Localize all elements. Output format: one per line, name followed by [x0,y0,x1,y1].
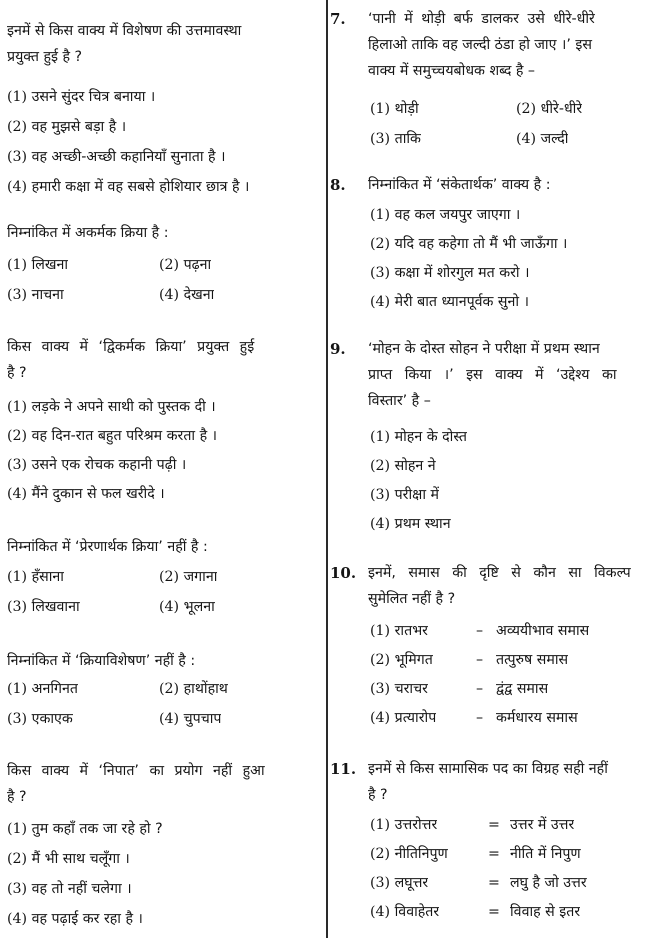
option: (2) जगाना [159,569,218,585]
option-dash: – [476,710,484,726]
question-stem-line: हिलाओ ताकि वह जल्दी ठंडा हो जाए ।’ इस [368,37,592,53]
option-answer: लघु है जो उत्तर [510,875,587,891]
option: (4) देखना [159,287,215,303]
option: (3) कक्षा में शोरगुल मत करो । [370,265,530,281]
question-stem-line: किस वाक्य में ‘निपात’ का प्रयोग नहीं हुआ [7,763,265,779]
question-left-4 [7,534,307,615]
question-stem-line: किस वाक्य में ‘द्विकर्मक क्रिया’ प्रयुक्त हुई [7,339,255,355]
question-stem-line: निम्नांकित में अकर्मक क्रिया है : [7,225,169,241]
option: (3) एकाएक [7,711,73,727]
option: (1) उसने सुंदर चित्र बनाया । [7,89,156,105]
option: (2) वह मुझसे बड़ा है । [7,119,127,135]
option-equals: = [488,875,500,891]
option: (3) ताकि [370,131,421,147]
question-stem-line: सुमेलित नहीं है ? [368,591,456,607]
option-answer: द्वंद्व समास [496,681,549,697]
option: (2) नीतिनिपुण [370,846,448,862]
question-stem-line: विस्तार’ है – [368,393,431,409]
option: (2) मैं भी साथ चलूँगा । [7,851,130,867]
option: (4) भूलना [159,599,215,615]
question-number: 9. [330,340,346,358]
option: (2) भूमिगत [370,652,433,668]
option: (4) प्रथम स्थान [370,516,451,532]
option: (2) हाथोंहाथ [159,681,228,697]
option: (1) अनगिनत [7,681,78,697]
option: (4) हमारी कक्षा में वह सबसे होशियार छात्र है । [7,179,250,195]
option: (1) लड़के ने अपने साथी को पुस्तक दी । [7,399,216,415]
option: (1) तुम कहाँ तक जा रहे हो ? [7,821,163,837]
question-stem-line: है ? [7,789,27,805]
option: (3) चराचर [370,681,428,697]
option-dash: – [476,623,484,639]
column-divider [326,0,328,938]
option: (2) यदि वह कहेगा तो मैं भी जाऊँगा । [370,236,568,252]
question-number: 8. [330,176,346,194]
question-stem-line: ‘पानी में थोड़ी बर्फ डालकर उसे धीरे-धीरे [368,11,595,27]
option-answer: अव्ययीभाव समास [496,623,590,639]
option-equals: = [488,904,500,920]
option-answer: विवाह से इतर [510,904,581,920]
question-left-2 [7,220,307,303]
option-answer: नीति में निपुण [510,846,581,862]
question-number: 11. [330,760,357,778]
option: (3) लघूत्तर [370,875,429,891]
question-stem-line: ‘मोहन के दोस्त सोहन ने परीक्षा में प्रथम स्थान [368,341,600,357]
question-stem-line: प्रयुक्त हुई है ? [7,49,83,65]
question-number: 10. [330,564,357,582]
option: (4) जल्दी [516,131,569,147]
option: (1) उत्तरोत्तर [370,817,438,833]
option: (4) विवाहेतर [370,904,440,920]
option: (3) वह तो नहीं चलेगा । [7,881,132,897]
option: (3) लिखवाना [7,599,80,615]
option: (3) नाचना [7,287,64,303]
option: (1) वह कल जयपुर जाएगा । [370,207,521,223]
question-stem-line: प्राप्त किया ।’ इस वाक्य में ‘उद्देश्य का [368,367,617,383]
question-left-1 [7,18,307,195]
option-equals: = [488,846,500,862]
option: (3) उसने एक रोचक कहानी पढ़ी । [7,457,187,473]
option: (4) चुपचाप [159,711,222,727]
option-equals: = [488,817,500,833]
question-number: 7. [330,10,346,28]
option: (3) वह अच्छी-अच्छी कहानियाँ सुनाता है । [7,149,226,165]
question-stem-line: निम्नांकित में ‘संकेतार्थक’ वाक्य है : [368,177,551,193]
question-left-5 [7,648,307,727]
question-left-6 [7,758,307,927]
option: (2) सोहन ने [370,458,436,474]
option: (2) धीरे-धीरे [516,101,583,117]
option: (1) रातभर [370,623,428,639]
option: (1) थोड़ी [370,101,419,117]
question-stem-line: वाक्य में समुच्चयबोधक शब्द है – [368,63,536,79]
option-answer: कर्मधारय समास [496,710,578,726]
option: (1) मोहन के दोस्त [370,429,467,445]
option: (1) हँसाना [7,569,64,585]
question-stem-line: है ? [368,787,388,803]
option-dash: – [476,652,484,668]
option: (1) लिखना [7,257,69,273]
option: (4) मैंने दुकान से फल खरीदे । [7,486,165,502]
option-dash: – [476,681,484,697]
option: (2) पढ़ना [159,257,212,273]
option: (4) मेरी बात ध्यानपूर्वक सुनो । [370,294,529,310]
question-stem-line: निम्नांकित में ‘क्रियाविशेषण’ नहीं है : [7,653,196,669]
question-stem-line: निम्नांकित में ‘प्रेरणार्थक क्रिया’ नहीं है : [7,539,208,555]
question-stem-line: इनमें से किस सामासिक पद का विग्रह सही नहीं [368,761,608,777]
option: (4) वह पढ़ाई कर रहा है । [7,911,143,927]
question-stem-line: है ? [7,365,27,381]
option: (3) परीक्षा में [370,487,440,503]
option-answer: उत्तर में उत्तर [510,817,575,833]
question-stem-line: इनमें से किस वाक्य में विशेषण की उत्तमावस्था [7,23,242,39]
question-stem-line: इनमें, समास की दृष्टि से कौन सा विकल्प [368,565,631,581]
option: (4) प्रत्यारोप [370,710,437,726]
question-left-3 [7,334,307,502]
option: (2) वह दिन-रात बहुत परिश्रम करता है । [7,428,218,444]
option-answer: तत्पुरुष समास [496,652,569,668]
